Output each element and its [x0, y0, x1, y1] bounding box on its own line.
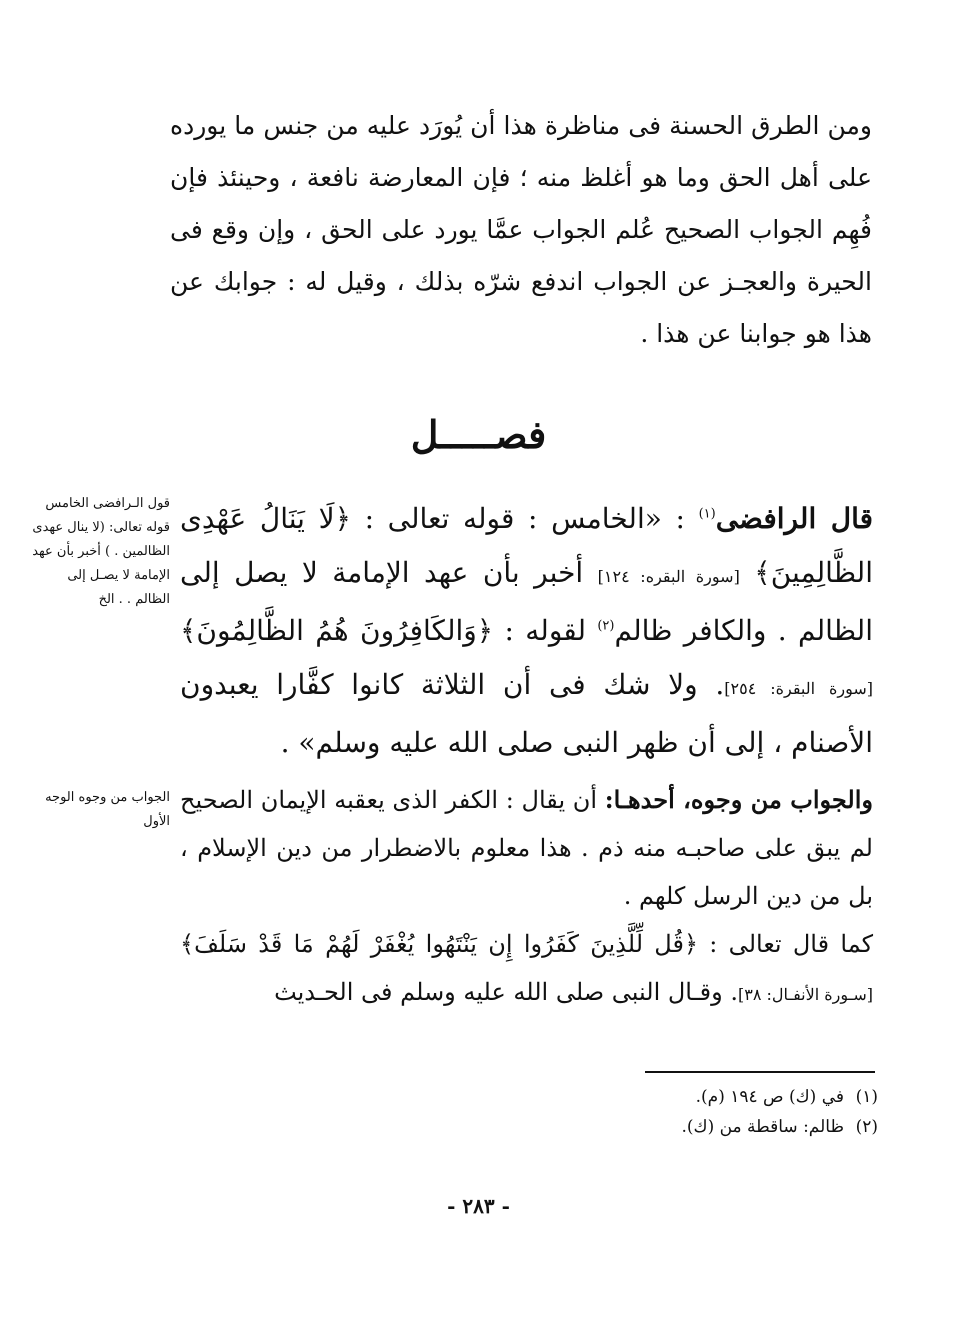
opening-paragraph-text: ومن الطرق الحسنة فى مناظرة هذا أن يُورَد عليه من جنس ما يورده على أهل الحق وما هو أغلظ منه ؛ فإن المعارضة نافعة ، وحينئذ فإن فُهِم الجواب الصحيح عُلم الجواب عمَّا يورد على الحق ، وإن وقع فى الحيرة والعجـز عن الجواب اندفع شرّه بذلك ، وقيل له : جوابك عن هذا هو جوابنا عن هذا .	[170, 111, 872, 348]
footnote-text: ظالم: ساقطة من (ك).	[681, 1117, 844, 1137]
claim-text-a: : «الخامس : قوله تعالى : ﴿لَا يَنَالُ عَهْدِى الظَّالِمِينَ﴾	[180, 502, 873, 589]
opening-paragraph	[170, 100, 872, 360]
verse-text-b: . وقـال النبى صلى الله عليه وسلم فى الحـديث	[274, 978, 738, 1006]
footnote-marker-1: (١)	[698, 506, 716, 522]
footnote-text: في (ك) ص ١٩٤ (م).	[695, 1087, 844, 1107]
answer-text: أن يقال : الكفر الذى يعقبه الإيمان الصحيح لم يبق على صاحبـه منه ذم . هذا معلوم بالاضطرار من دين الإسلام ، بل من دين الرسل كلهم .	[180, 786, 873, 910]
claim-paragraph	[180, 492, 873, 770]
margin-note-first-answer: الجواب من وجوه الوجه الأول	[45, 790, 170, 829]
footnotes	[560, 1082, 878, 1142]
verse-reference-baqarah-254: [سورة البقرة: ٢٥٤]	[724, 679, 874, 698]
verse-reference-anfal-38: [سـورة الأنفـال: ٣٨]	[737, 985, 873, 1004]
footnote-number: (٢)	[855, 1117, 878, 1137]
claim-text-c: لقوله : ﴿وَالكَافِرُونَ هُمُ الظَّالِمُونَ﴾	[180, 614, 598, 647]
page-number: - ٢٨٣ -	[447, 1194, 510, 1218]
answer-lead: والجواب من وجوه، أحدهـا:	[604, 785, 873, 814]
claim-text-b: أخبر بأن عهد الإمامة لا يصل إلى الظالم . والكافر ظالم	[180, 556, 873, 647]
footnote-1	[560, 1082, 878, 1112]
verse-text-a: كما قال تعالى : ﴿قُل لِّلَّذِينَ كَفَرُوا إِن يَنْتَهُوا يُغْفَرْ لَهُمْ مَا قَدْ سَلَفَ﴾	[180, 930, 873, 958]
footnote-divider	[645, 1071, 875, 1073]
section-heading: فصـــــل	[410, 412, 547, 457]
answer-paragraph	[180, 776, 873, 920]
footnote-number: (١)	[855, 1087, 878, 1107]
footnote-2	[560, 1112, 878, 1142]
claim-lead: قال الرافضى	[715, 502, 873, 535]
main-text	[180, 492, 873, 1019]
margin-note-rafidi-claim: قول الـرافضى الخامس قوله تعالى: (لا ينال عهدى الظالمين . ) أخبر بأن عهد الإمامة لا يصـل إلى الظالم . . الخ	[32, 496, 170, 607]
verse-reference-baqarah-124: [سورة البقره: ١٢٤]	[597, 567, 740, 586]
claim-text-d: . ولا شك فى أن الثلاثة كانوا كفَّارا يعبدون الأصنام ، إلى أن ظهر النبى صلى الله عليه وسلم» .	[180, 668, 873, 759]
verse-paragraph	[180, 920, 873, 1019]
footnote-marker-2: (٢)	[597, 618, 615, 634]
